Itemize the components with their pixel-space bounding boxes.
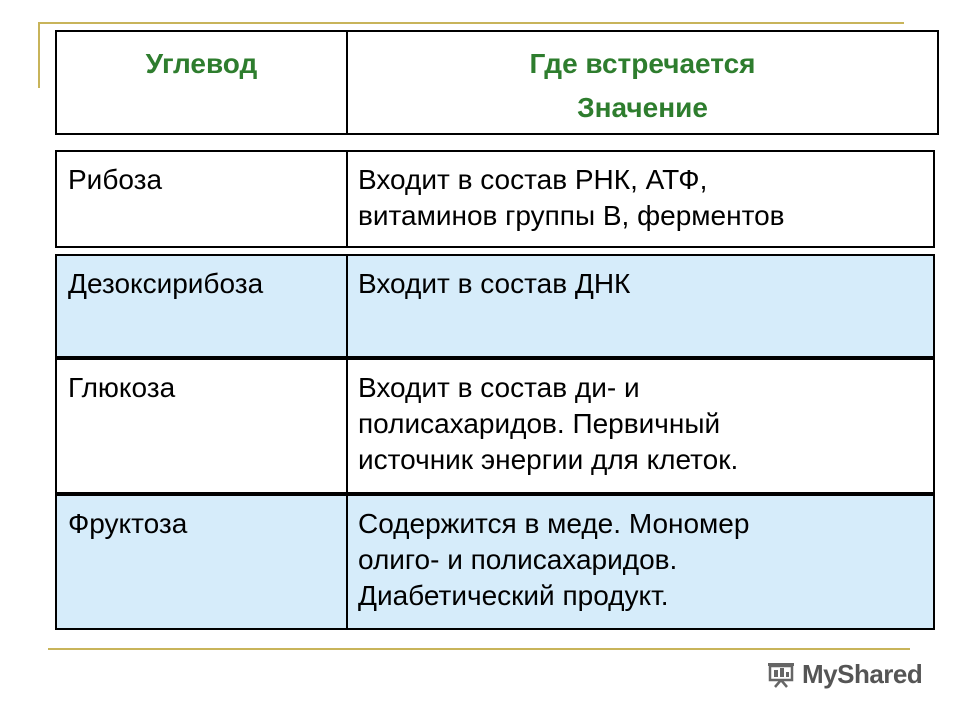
row-name: Рибоза (57, 152, 348, 246)
watermark-text: MyShared (802, 658, 923, 689)
decorative-bottom-line (48, 648, 910, 650)
table-row (55, 254, 935, 358)
row-description: Входит в состав ДНК (358, 268, 631, 299)
row-name: Глюкоза (57, 360, 348, 492)
row-description: Содержится в меде. Мономер олиго- и полисахаридов. Диабетический продукт. (358, 508, 750, 611)
header-carbohydrate: Углевод (57, 32, 348, 133)
table-header (55, 30, 939, 135)
watermark-logo (766, 656, 922, 692)
presentation-icon (766, 659, 796, 689)
header-location-meaning (348, 32, 937, 133)
header-meaning: Значение (577, 92, 708, 123)
row-description: Входит в состав РНК, АТФ, витаминов группы В, ферментов (358, 164, 785, 231)
decorative-left-line (38, 22, 40, 88)
decorative-top-line (38, 22, 904, 24)
row-description: Входит в состав ди- и полисахаридов. Первичный источник энергии для клеток. (358, 372, 739, 475)
row-name: Дезоксирибоза (57, 256, 348, 356)
table-row (55, 494, 935, 630)
table-row (55, 150, 935, 248)
table-row (55, 358, 935, 494)
header-location: Где встречается (529, 48, 756, 79)
row-name: Фруктоза (57, 496, 348, 628)
